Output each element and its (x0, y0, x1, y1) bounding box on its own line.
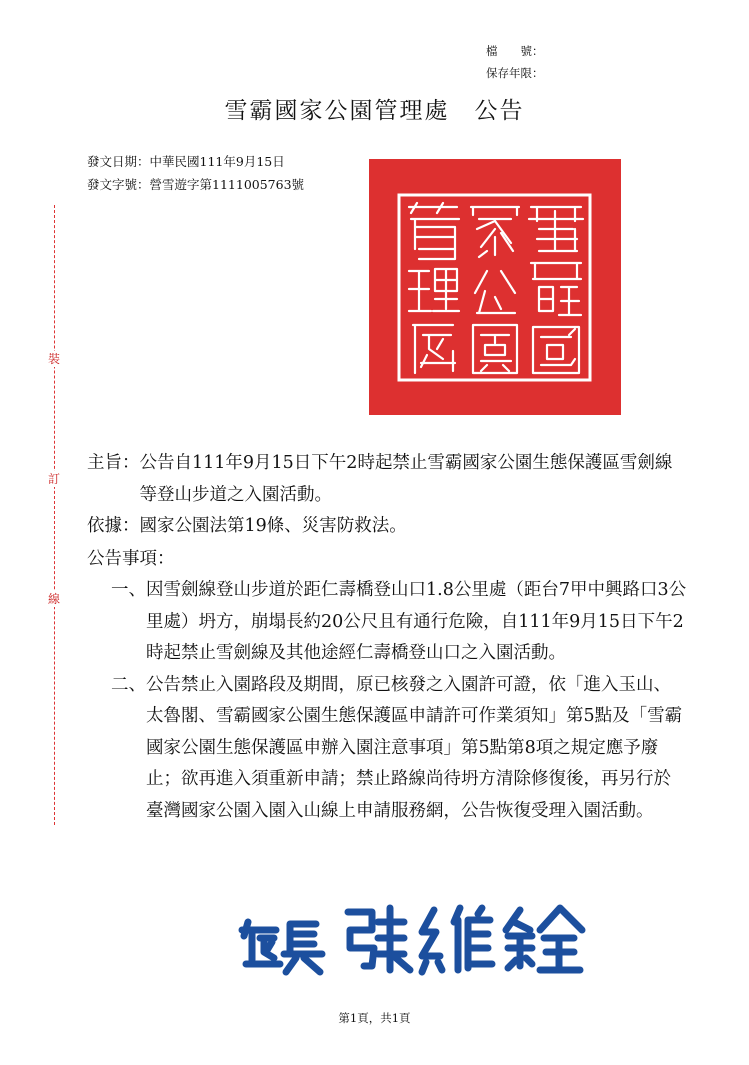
file-meta (486, 40, 544, 84)
issue-date (87, 150, 304, 173)
issue-number (87, 173, 304, 196)
basis-label: 依據： (87, 516, 140, 536)
issue-date-label: 發文日期： (87, 154, 150, 169)
basis-row (87, 511, 687, 543)
notice-item-number: 一、 (111, 580, 146, 600)
basis-text: 國家公園法第19條、災害防救法。 (139, 516, 407, 536)
notice-item-text: 因雪劍線登山步道於距仁壽橋登山口1.8公里處（距台7甲中興路口3公里處）坍方，崩塌長約20公尺且有通行危險，自111年9月15日下午2時起禁止雪劍線及其他途經仁壽橋登山口之入園活動。 (146, 580, 687, 663)
subject-label: 主旨： (87, 453, 140, 473)
issue-number-label: 發文字號： (87, 177, 150, 192)
binding-line (42, 205, 66, 825)
binding-char-2: 訂 (45, 471, 63, 487)
notice-item (111, 670, 687, 828)
document-body (87, 448, 687, 827)
document-title: 雪霸國家公園管理處 公告 (224, 98, 525, 124)
director-signature (238, 900, 598, 980)
binding-rule (54, 205, 55, 825)
issue-date-value: 中華民國111年9月15日 (149, 154, 285, 169)
notice-item-text: 公告禁止入園路段及期間，原已核發之入園許可證，依「進入玉山、太魯閣、雪霸國家公園生態保護區申請許可作業須知」第5點及「雪霸國家公園生態保護區申辦入園注意事項」第5點第8項之規定應予廢止；欲再進入須重新申請；禁止路線尚待坍方清除修復後，再另行於臺灣國家公園入園入山線上申請服務網，公告恢復受理入園活動。 (146, 674, 683, 821)
subject-text: 公告自111年9月15日下午2時起禁止雪霸國家公園生態保護區雪劍線等登山步道之入園活動。 (139, 453, 673, 505)
issue-number-value: 營雪遊字第1111005763號 (149, 177, 305, 192)
binding-char-3: 線 (45, 591, 63, 607)
official-seal (369, 159, 621, 415)
binding-char-1: 裝 (45, 351, 63, 367)
file-number-label: 檔 號： (486, 44, 544, 58)
notice-item-number: 二、 (111, 674, 146, 695)
issue-meta (87, 150, 304, 196)
subject-row (87, 448, 687, 511)
page-footer: 第1頁，共1頁 (338, 1011, 411, 1025)
retention-label: 保存年限： (486, 66, 544, 80)
notices-heading: 公告事項： (87, 548, 175, 569)
notice-item (111, 575, 687, 670)
